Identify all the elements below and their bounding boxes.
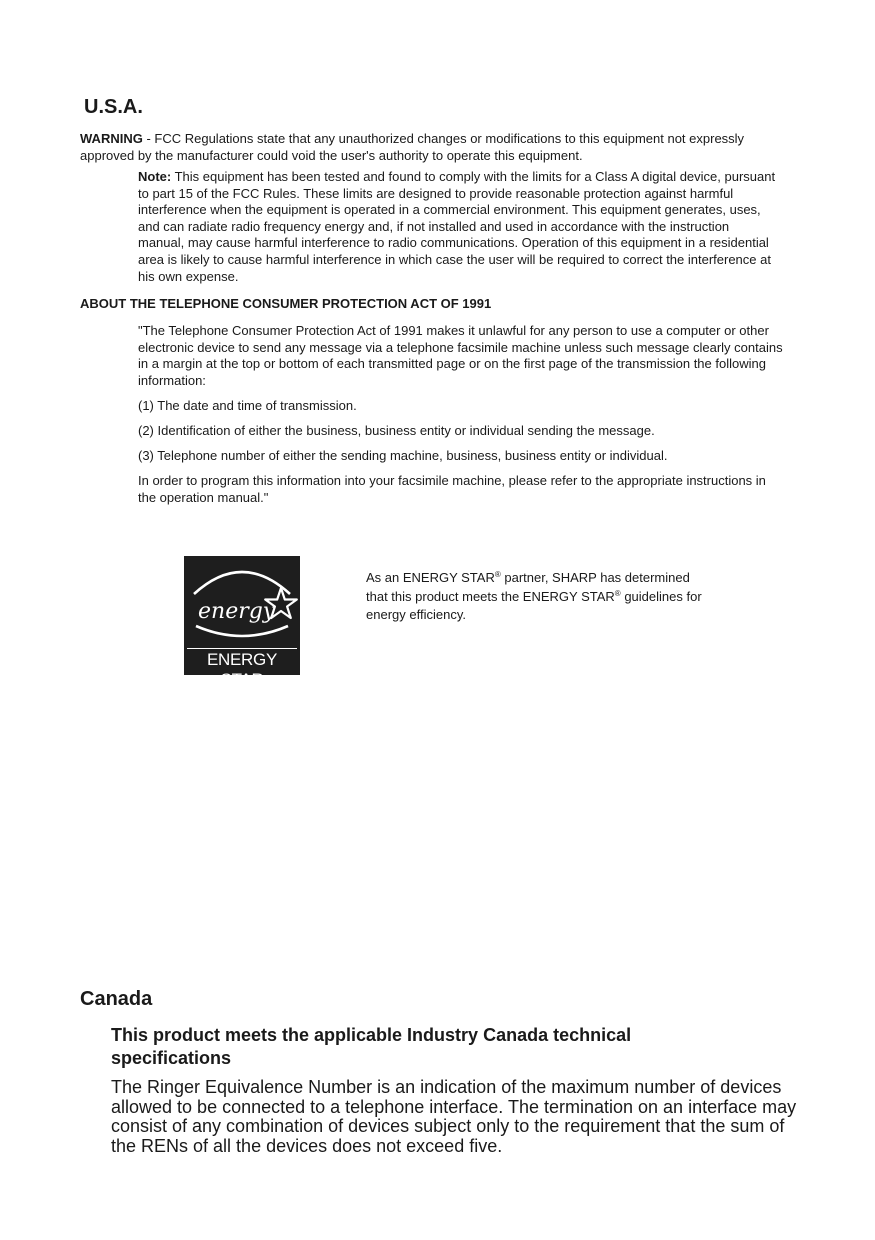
tcpa-item-identification: (2) Identification of either the business, business entity or individual sending the message. xyxy=(138,423,655,438)
energy-text-part3: that this product meets the ENERGY STAR xyxy=(366,588,615,604)
svg-text:energy: energy xyxy=(198,599,276,624)
tcpa-item-date-time: (1) The date and time of transmission. xyxy=(138,398,357,413)
tcpa-closing-paragraph: In order to program this information into your facsimile machine, please refer to the appropriate instructions in the operation manual." xyxy=(138,473,766,505)
energy-text-part2: partner, SHARP has determined xyxy=(500,570,690,585)
energy-star-logo xyxy=(184,556,300,689)
fcc-note-paragraph xyxy=(138,169,778,285)
note-label: Note: xyxy=(138,169,172,184)
logo-divider xyxy=(187,648,297,649)
note-text: This equipment has been tested and found to comply with the limits for a Class A digital device, pursuant to part 15 of the FCC Rules. These limits are designed to provide reasonable protection against harmful interference when the equipment is operated in a commercial environment. This equipment generates, uses, and can radiate radio frequency energy and, if not installed and used in accordance with the instruction manual, may cause harmful interference to radio communications. Operation of this equipment in a residential area is likely to cause harmful interference in which case the user will be required to correct the interference at his own expense. xyxy=(138,169,776,284)
energy-star-emblem-icon xyxy=(184,556,300,648)
warning-text: - FCC Regulations state that any unauthorized changes or modifications to this equipment not expressly approved by the manufacturer could void the user's authority to operate this equipment. xyxy=(80,131,745,163)
energy-text-part5: energy efficiency. xyxy=(366,607,466,622)
registered-mark: ® xyxy=(494,570,501,579)
ren-paragraph: The Ringer Equivalence Number is an indication of the maximum number of devices allowed to be connected to a telephone interface. The termination on an interface may consist of any combination of devices subject only to the requirement that the sum of the RENs of all the devices does not exceed five. xyxy=(111,1077,797,1156)
tcpa-item-telephone-number: (3) Telephone number of either the sending machine, business, business entity or individual. xyxy=(138,448,668,463)
registered-mark-2: ® xyxy=(614,588,621,598)
fcc-warning-paragraph xyxy=(80,131,780,164)
warning-label: WARNING xyxy=(80,131,143,146)
energy-star-statement xyxy=(366,569,756,625)
energy-text-part4: guidelines for xyxy=(620,588,702,604)
usa-heading: U.S.A. xyxy=(84,96,143,118)
canada-heading: Canada xyxy=(80,988,153,1010)
tcpa-heading: ABOUT THE TELEPHONE CONSUMER PROTECTION ACT OF 1991 xyxy=(80,296,492,311)
tcpa-quote-paragraph: "The Telephone Consumer Protection Act of 1991 makes it unlawful for any person to use a computer or other electronic device to send any message via a telephone facsimile machine unless such message clearly contains in a margin at the top or bottom of each transmitted page or on the first page of the transmission the following information: xyxy=(138,323,783,388)
energy-star-logo-label: ENERGY STAR xyxy=(207,650,277,689)
industry-canada-subheading: This product meets the applicable Industry Canada technical specifications xyxy=(111,1025,632,1068)
energy-text-part1: As an ENERGY STAR xyxy=(366,570,495,585)
